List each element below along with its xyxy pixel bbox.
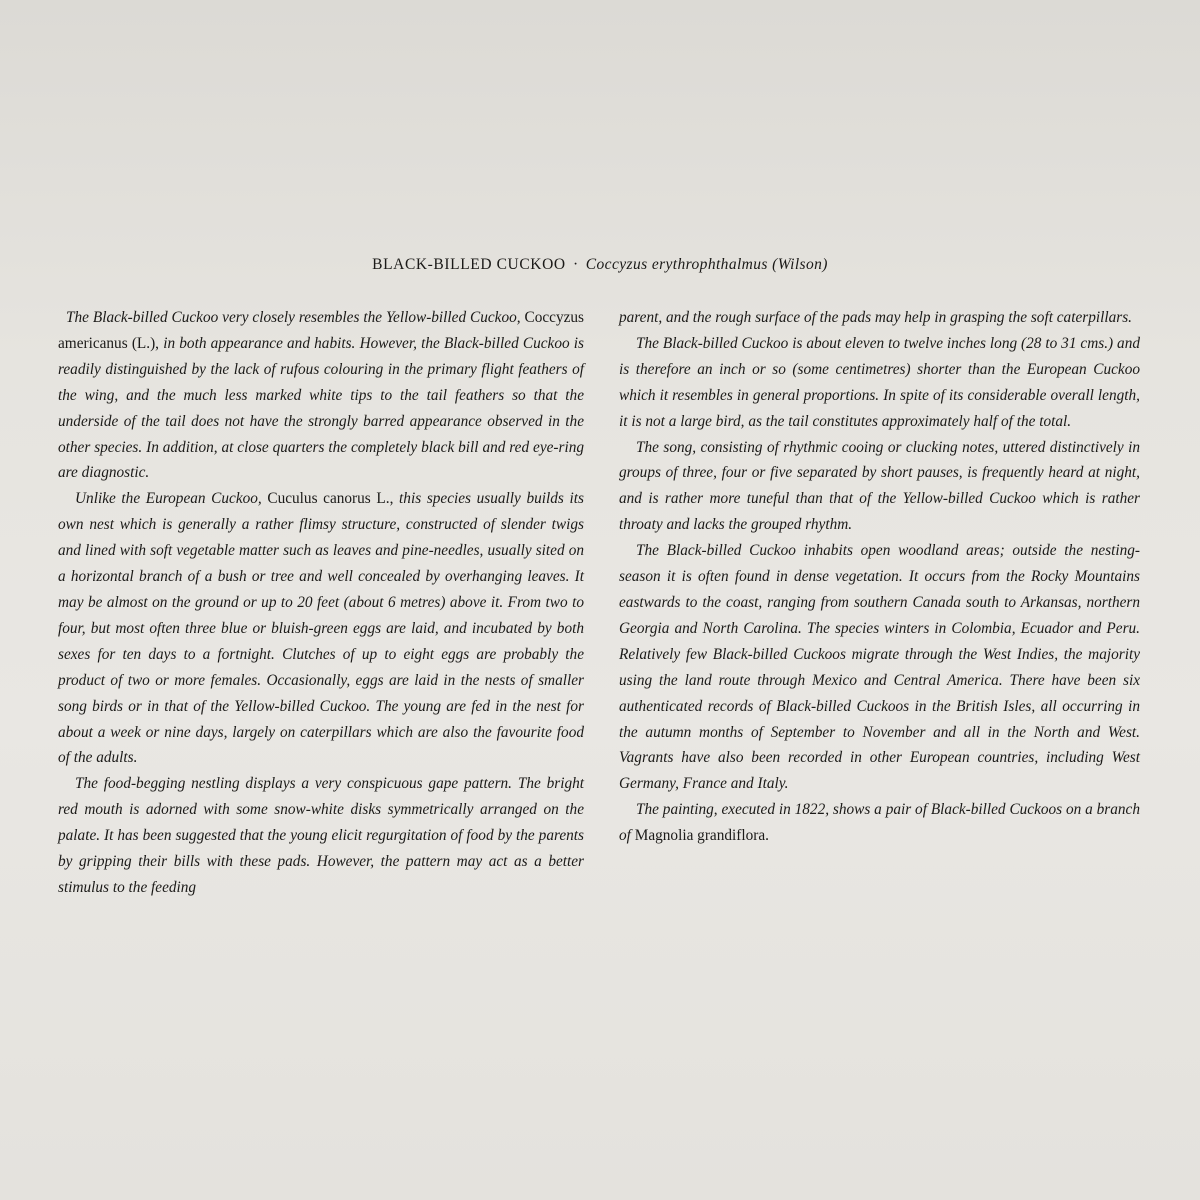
text-run: The Black-billed Cuckoo is about eleven to twelve inches long (28 to 31 cms.) and is therefore an inch or so (some centimetres) shorter than the European Cuckoo which it resembles in general proportions. In spite of its considerable overall length, it is not a large bird, as the tail constitutes approximately half of the total. [619, 334, 1140, 430]
text-run: The Black-billed Cuckoo inhabits open woodland areas; outside the nesting-season it is often found in dense vegetation. It occurs from the Rocky Mountains eastwards to the coast, ranging from southern Canada south to Arkansas, northern Georgia and North Carolina. The species winters in Colombia, Ecuador and Peru. Relatively few Black-billed Cuckoos migrate through the West Indies, the majority using the land route through Mexico and Central America. There have been six authenticated records of Black-billed Cuckoos in the British Isles, all occurring in the autumn months of September to November and all in the North and West. Vagrants have also been recorded in other European countries, including West Germany, France and Italy. [619, 542, 1140, 793]
roman-text-run: Cuculus canorus L., [267, 490, 394, 508]
paragraph [58, 305, 584, 486]
text-run: parent, and the rough surface of the pads may help in grasping the soft caterpillars. [619, 309, 1132, 326]
text-run: Unlike the European Cuckoo, [75, 490, 268, 508]
text-run: The food-begging nestling displays a very conspicuous gape pattern. The bright red mouth is adorned with some snow-white disks symmetrically arranged on the palate. It has been suggested that the young elicit regurgitation of food by the parents by gripping their bills with these pads. However, the pattern may act as a better stimulus to the feeding [58, 775, 584, 896]
text-run: in both appearance and habits. However, the Black-billed Cuckoo is readily distinguished by the lack of rufous colouring in the primary flight feathers of the wing, and the much less marked white tips to the tail feathers so that the underside of the tail does not have the strongly barred appearance observed in the other species. In addition, at close quarters the completely black bill and red eye-ring are diagnostic. [58, 334, 585, 482]
paragraph [619, 435, 1140, 539]
left-column [58, 305, 584, 901]
roman-text-run: Coccyzus americanus (L.), [58, 309, 584, 352]
paragraph [619, 538, 1140, 797]
scientific-name: Coccyzus erythrophthalmus (Wilson) [585, 256, 828, 273]
page-title [0, 256, 1200, 274]
text-run: The song, consisting of rhythmic cooing or clucking notes, uttered distinctively in groups of three, four or five separated by short pauses, is frequently heard at night, and is rather more tuneful than that of the Yellow-billed Cuckoo which is rather throaty and lacks the grouped rhythm. [619, 438, 1140, 534]
roman-text-run: Magnolia grandiflora. [634, 827, 769, 845]
paragraph [619, 331, 1140, 435]
paragraph [58, 771, 584, 901]
right-column [619, 305, 1140, 849]
common-name: BLACK-BILLED CUCKOO [372, 256, 566, 273]
text-run: The Black-billed Cuckoo very closely resembles the Yellow-billed Cuckoo, [66, 309, 525, 326]
title-separator: · [572, 256, 579, 273]
text-run: The painting, executed in 1822, shows a pair of Black-billed Cuckoos on a branch of [619, 801, 1140, 845]
text-run: this species usually builds its own nest which is generally a rather flimsy structure, constructed of slender twigs and lined with soft vegetable matter such as leaves and pine-needles, usually sited on a horizontal branch of a bush or tree and well concealed by overhanging leaves. It may be almost on the ground or up to 20 feet (about 6 metres) above it. From two to four, but most often three blue or bluish-green eggs are laid, and incubated by both sexes for ten days to a fortnight. Clutches of up to eight eggs are probably the product of two or more females. Occasionally, eggs are laid in the nests of smaller song birds or in that of the Yellow-billed Cuckoo. The young are fed in the nest for about a week or nine days, largely on caterpillars which are also the favourite food of the adults. [58, 490, 584, 767]
paragraph [58, 486, 584, 771]
paragraph [619, 797, 1140, 849]
paragraph [619, 305, 1140, 331]
